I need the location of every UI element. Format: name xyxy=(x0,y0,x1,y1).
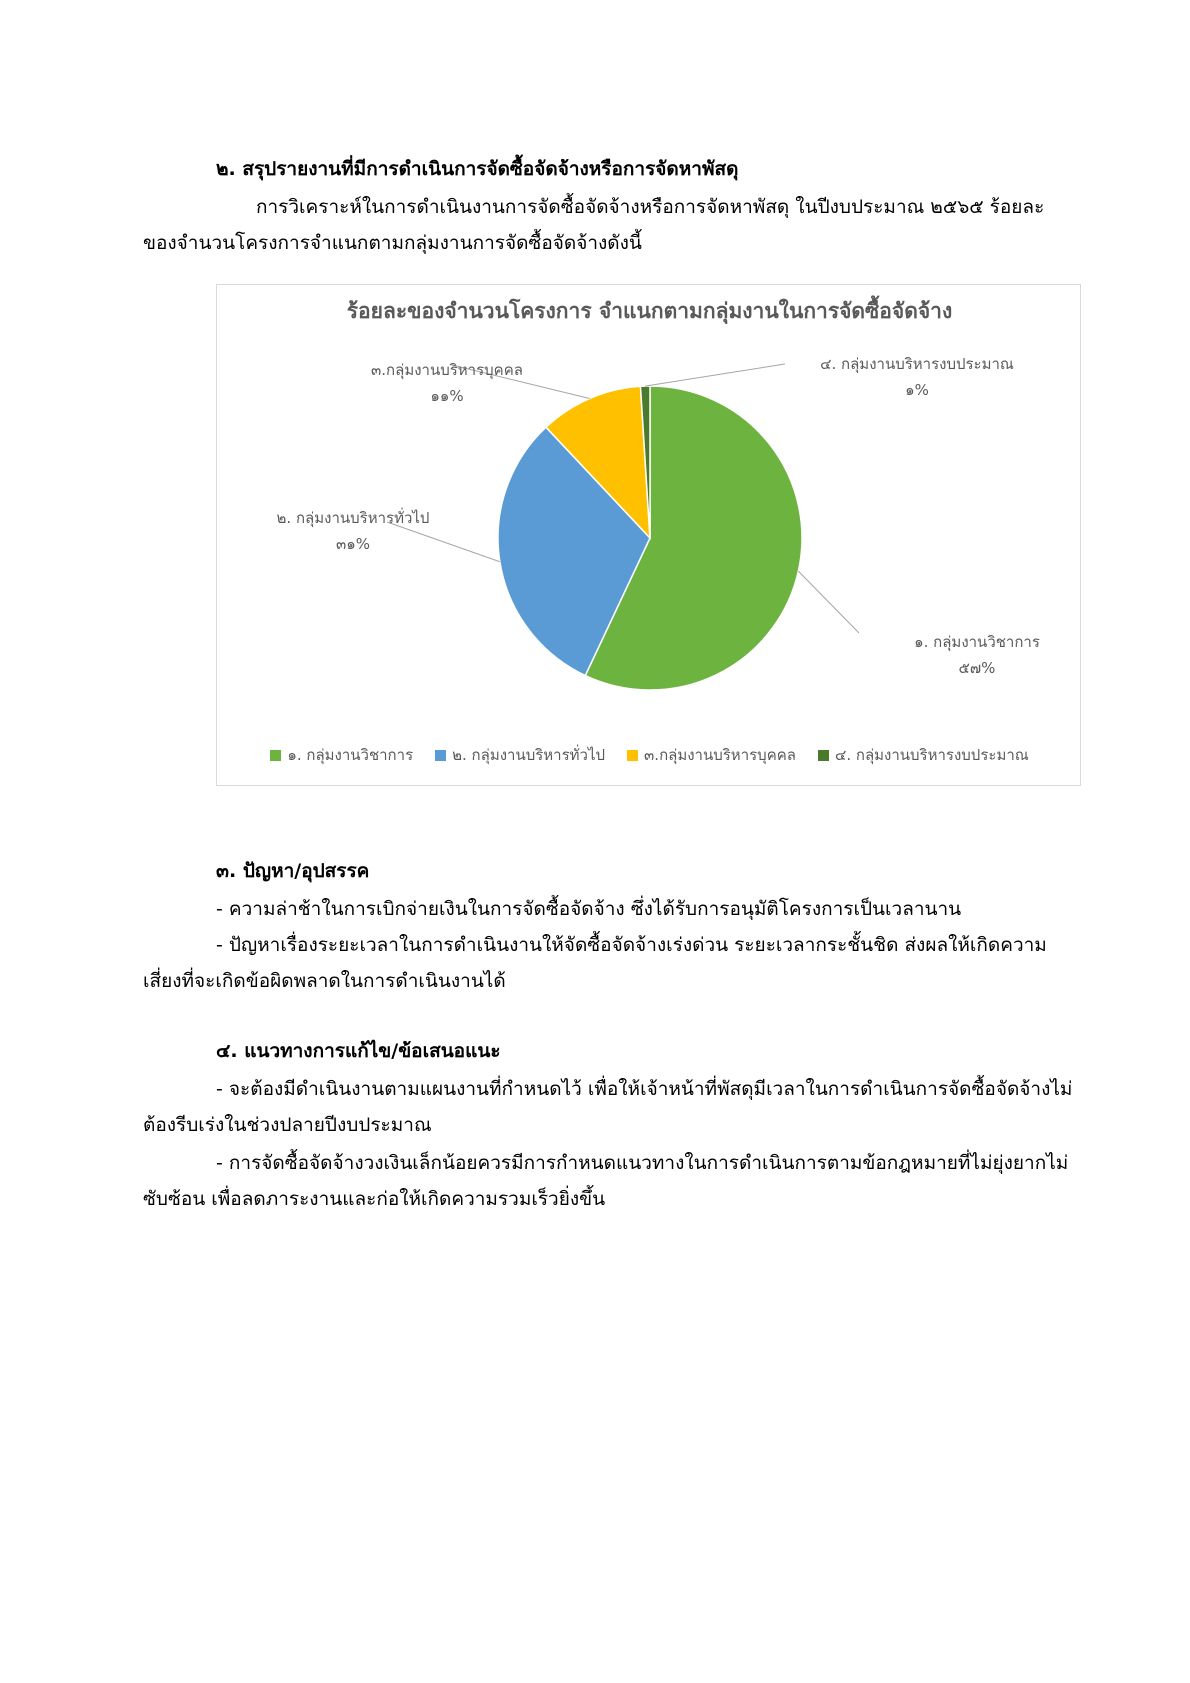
legend-item-3 xyxy=(627,743,796,767)
legend-label-3: ๓.กลุ่มงานบริหารบุคคล xyxy=(644,746,796,764)
label-slice-1-value: ๕๗% xyxy=(958,659,996,677)
label-slice-3 xyxy=(317,357,577,409)
label-slice-4-category: ๔. กลุ่มงานบริหารงบประมาณ xyxy=(820,355,1014,373)
section2-paragraph-line1: การวิเคราะห์ในการดำเนินงานการจัดซื้อจัดจ้างหรือการจัดหาพัสดุ ในปีงบประมาณ ๒๕๖๕ ร้อยละ xyxy=(256,196,1045,218)
section4-item1-line1: - จะต้องมีดำเนินงานตามแผนงานที่กำหนดไว้ เพื่อให้เจ้าหน้าที่พัสดุมีเวลาในการดำเนินการจัดซื้อจัดจ้างไม่ xyxy=(216,1078,1073,1100)
label-slice-4-value: ๑% xyxy=(905,381,929,399)
label-slice-3-value: ๑๑% xyxy=(430,387,464,405)
label-slice-4 xyxy=(787,351,1047,403)
legend-swatch-4 xyxy=(818,750,829,761)
label-slice-2-value: ๓๑% xyxy=(335,535,371,553)
section3-item2-line1: - ปัญหาเรื่องระยะเวลาในการดำเนินงานให้จัดซื้อจัดจ้างเร่งด่วน ระยะเวลากระชั้นชิด ส่งผลให้เกิดความ xyxy=(216,934,1047,956)
legend-label-4: ๔. กลุ่มงานบริหารงบประมาณ xyxy=(834,746,1029,764)
legend-label-2: ๒. กลุ่มงานบริหารทั่วไป xyxy=(452,746,606,764)
label-slice-2 xyxy=(233,505,473,557)
section4-item1-line2: ต้องรีบเร่งในช่วงปลายปีงบประมาณ xyxy=(143,1114,432,1136)
legend-item-2 xyxy=(435,743,605,767)
legend-swatch-1 xyxy=(270,750,281,761)
legend-swatch-3 xyxy=(627,750,638,761)
chart-title: ร้อยละของจำนวนโครงการ จำแนกตามกลุ่มงานในการจัดซื้อจัดจ้าง xyxy=(346,299,953,323)
section4-item2-line1: - การจัดซื้อจัดจ้างวงเงินเล็กน้อยควรมีการกำหนดแนวทางในการดำเนินการตามข้อกฎหมายที่ไม่ยุ่งยากไม่ xyxy=(216,1152,1069,1174)
legend-item-1 xyxy=(270,743,413,767)
section2-paragraph-line2: ของจำนวนโครงการจำแนกตามกลุ่มงานการจัดซื้อจัดจ้างดังนี้ xyxy=(143,232,642,254)
legend-label-1: ๑. กลุ่มงานวิชาการ xyxy=(287,746,414,764)
section4-item2-line2: ซับซ้อน เพื่อลดภาระงานและก่อให้เกิดความรวมเร็วยิ่งขึ้น xyxy=(143,1188,606,1210)
leader-line-1 xyxy=(798,571,859,633)
section3-item1: - ความล่าช้าในการเบิกจ่ายเงินในการจัดซื้อจัดจ้าง ซึ่งได้รับการอนุมัติโครงการเป็นเวลานาน xyxy=(216,898,962,920)
chart-legend xyxy=(217,743,1082,767)
label-slice-1-category: ๑. กลุ่มงานวิชาการ xyxy=(914,633,1040,651)
section4-heading: ๔. แนวทางการแก้ไข/ข้อเสนอแนะ xyxy=(216,1040,501,1062)
legend-item-4 xyxy=(818,743,1029,767)
pie-chart-panel xyxy=(216,284,1081,786)
label-slice-3-category: ๓.กลุ่มงานบริหารบุคคล xyxy=(371,361,523,379)
label-slice-1 xyxy=(877,629,1077,681)
section3-heading: ๓. ปัญหา/อุปสรรค xyxy=(216,860,370,882)
legend-swatch-2 xyxy=(435,750,446,761)
section2-heading: ๒. สรุปรายงานที่มีการดำเนินการจัดซื้อจัดจ้างหรือการจัดหาพัสดุ xyxy=(216,158,739,180)
section3-item2-line2: เสี่ยงที่จะเกิดข้อผิดพลาดในการดำเนินงานได้ xyxy=(143,970,506,992)
leader-line-4 xyxy=(645,364,785,386)
label-slice-2-category: ๒. กลุ่มงานบริหารทั่วไป xyxy=(276,509,430,527)
